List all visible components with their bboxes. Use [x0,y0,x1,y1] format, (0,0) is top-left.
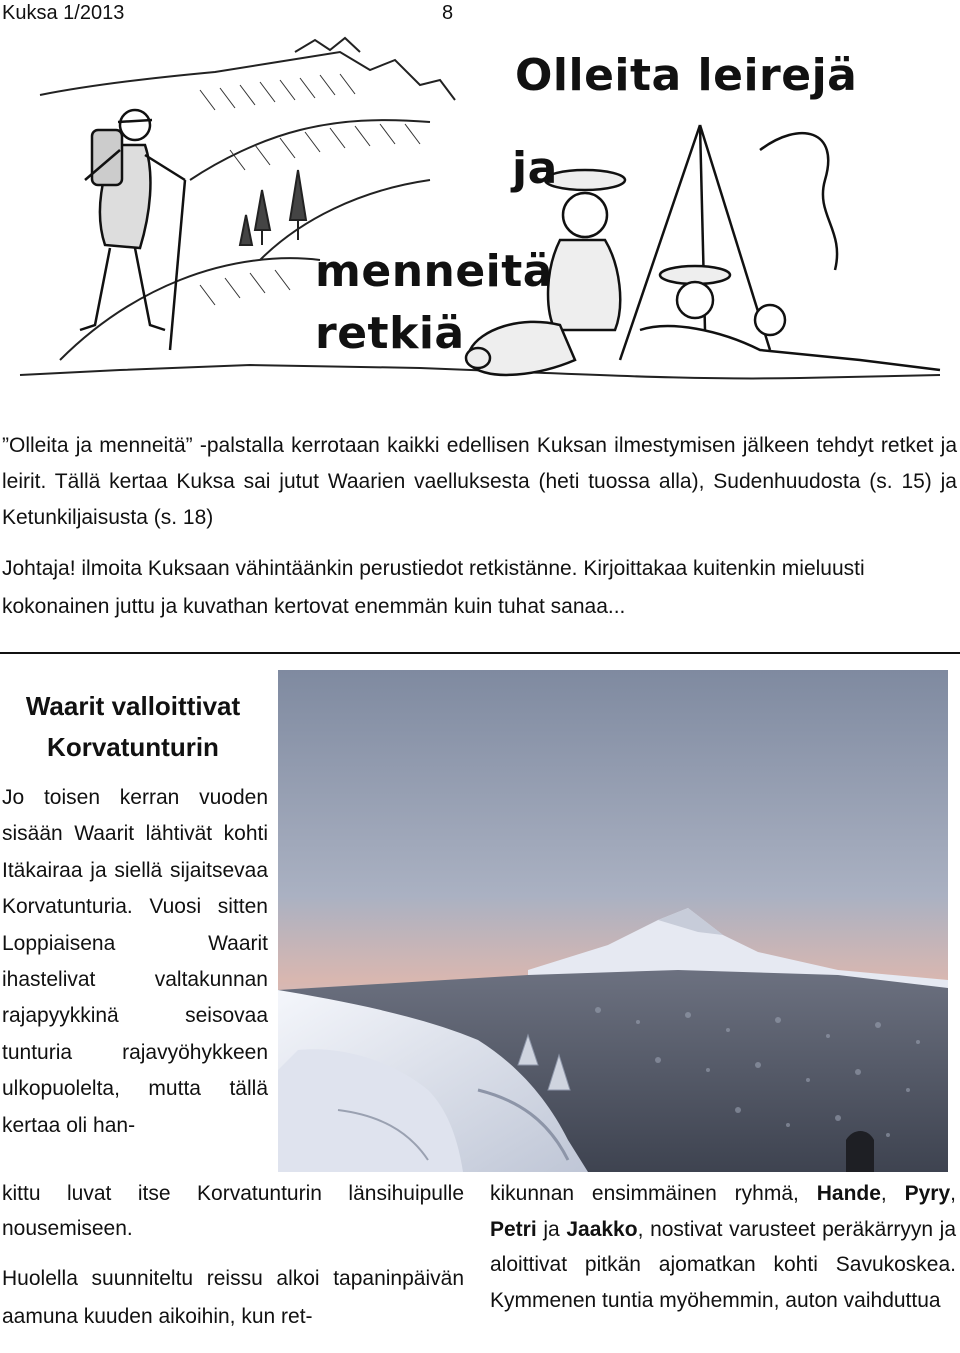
banner-title-line-2: ja [512,143,558,194]
article-left-column: Jo toisen kerran vuoden sisään Waarit lähtivät kohti Itäkairaa ja siellä sijaitsevaa Korvatunturia. Vuosi sitten Loppiaisena Waarit ihastelivat valtakunnan rajapyykkinä seisovaa tunturia rajavyöhykkeen ulkopuolelta, mutta tällä kertaa oli han- [2,786,268,1137]
article-title: Waarit valloittivat Korvatunturin [25,691,241,762]
section-divider [0,652,960,654]
banner-title-line-3: menneitä [315,246,553,297]
page-number: 8 [442,2,454,24]
separator-1: , [880,1182,905,1205]
article-left-bottom: kittu luvat itse Korvatunturin länsihuipulle nousemiseen. [2,1182,464,1240]
intro-note: Johtaja! ilmoita Kuksaan vähintäänkin perustiedot retkistänne. Kirjoittakaa kuitenkin mieluusti kokonainen juttu ja kuvathan kertovat enemmän kuin tuhat sanaa... [2,557,865,618]
member-name-hande: Hande [816,1182,881,1205]
article-left-bottom-paragraph: Huolella suunniteltu reissu alkoi tapaninpäivän aamuna kuuden aikoihin, kun ret- [2,1267,464,1328]
member-name-jaakko: Jaakko [566,1217,638,1241]
right-text-post: , nostivat varusteet peräkärryyn ja aloittivat pitkän ajomatkan kohti Savukoskea. Kymmenen tuntia myöhemmin, auton vaihduttua [490,1217,956,1312]
member-name-pyry: Pyry [904,1182,951,1205]
page-header [0,0,960,30]
member-name-petri: Petri [490,1217,537,1241]
banner-title-line-1: Olleita leirejä [515,50,858,101]
issue-label: Kuksa 1/2013 [2,2,125,24]
article-right-column [490,1176,956,1318]
korvatunturi-photo [278,670,948,1172]
separator-3: ja [536,1217,567,1241]
right-text-pre: kikunnan ensimmäinen ryhmä, [490,1182,817,1205]
section-banner [0,30,960,390]
intro-paragraph: ”Olleita ja menneitä” -palstalla kerrotaan kaikki edellisen Kuksan ilmestymisen jälkeen tehdyt retket ja leirit. Tällä kertaa Kuksa sai jutut Waarien vaelluksesta (heti tuossa alla), Sudenhuudosta (s. 15) ja Ketunkiljaisusta (s. 18) [2,434,957,529]
separator-2: , [950,1182,956,1205]
banner-title-line-4: retkiä [315,308,465,359]
